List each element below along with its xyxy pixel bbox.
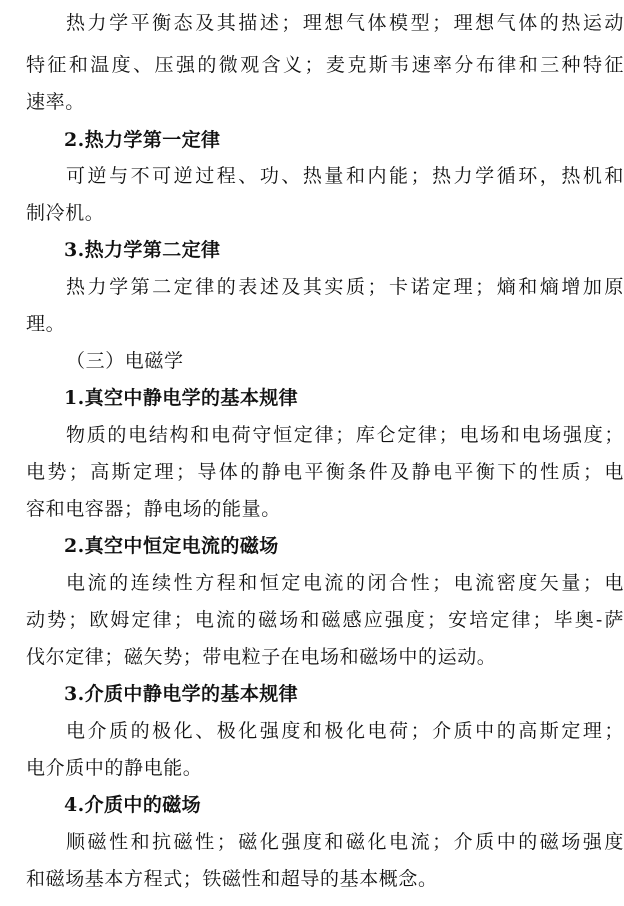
paragraph-line: 电介质的极化、极化强度和极化电荷；介质中的高斯定理； [66, 720, 624, 742]
paragraph-line: 电势；高斯定理；导体的静电平衡条件及静电平衡下的性质；电 [26, 461, 624, 483]
paragraph-line: 和磁场基本方程式；铁磁性和超导的基本概念。 [26, 868, 438, 890]
paragraph-line: 电流的连续性方程和恒定电流的闭合性；电流密度矢量；电 [66, 572, 624, 594]
paragraph-line: 动势；欧姆定律；电流的磁场和磁感应强度；安培定律；毕奥-萨 [26, 609, 624, 631]
paragraph-line: 特征和温度、压强的微观含义；麦克斯韦速率分布律和三种特征 [26, 54, 624, 76]
paragraph-line: 热力学第二定律的表述及其实质；卡诺定理；熵和熵增加原 [66, 276, 624, 298]
paragraph-line: 顺磁性和抗磁性；磁化强度和磁化电流；介质中的磁场强度 [66, 831, 624, 853]
section-heading: 2.热力学第一定律 [64, 129, 221, 151]
paragraph-line: 容和电容器；静电场的能量。 [26, 498, 281, 520]
paragraph-line: 物质的电结构和电荷守恒定律；库仑定律；电场和电场强度； [66, 424, 624, 446]
paragraph-line: 伐尔定律；磁矢势；带电粒子在电场和磁场中的运动。 [26, 646, 497, 668]
section-heading: 4.介质中的磁场 [64, 794, 202, 816]
paragraph-line: 速率。 [26, 91, 85, 113]
chapter-subheading: （三）电磁学 [66, 350, 184, 372]
paragraph-line: 理。 [26, 313, 66, 335]
paragraph-line: 制冷机。 [26, 202, 105, 224]
section-heading: 1.真空中静电学的基本规律 [64, 387, 299, 409]
section-heading: 3.介质中静电学的基本规律 [64, 683, 299, 705]
paragraph-line: 可逆与不可逆过程、功、热量和内能；热力学循环，热机和 [66, 165, 624, 187]
paragraph-line: 电介质中的静电能。 [26, 757, 203, 779]
section-heading: 3.热力学第二定律 [64, 239, 221, 261]
section-heading: 2.真空中恒定电流的磁场 [64, 535, 279, 557]
paragraph-line: 热力学平衡态及其描述；理想气体模型；理想气体的热运动 [66, 12, 624, 34]
